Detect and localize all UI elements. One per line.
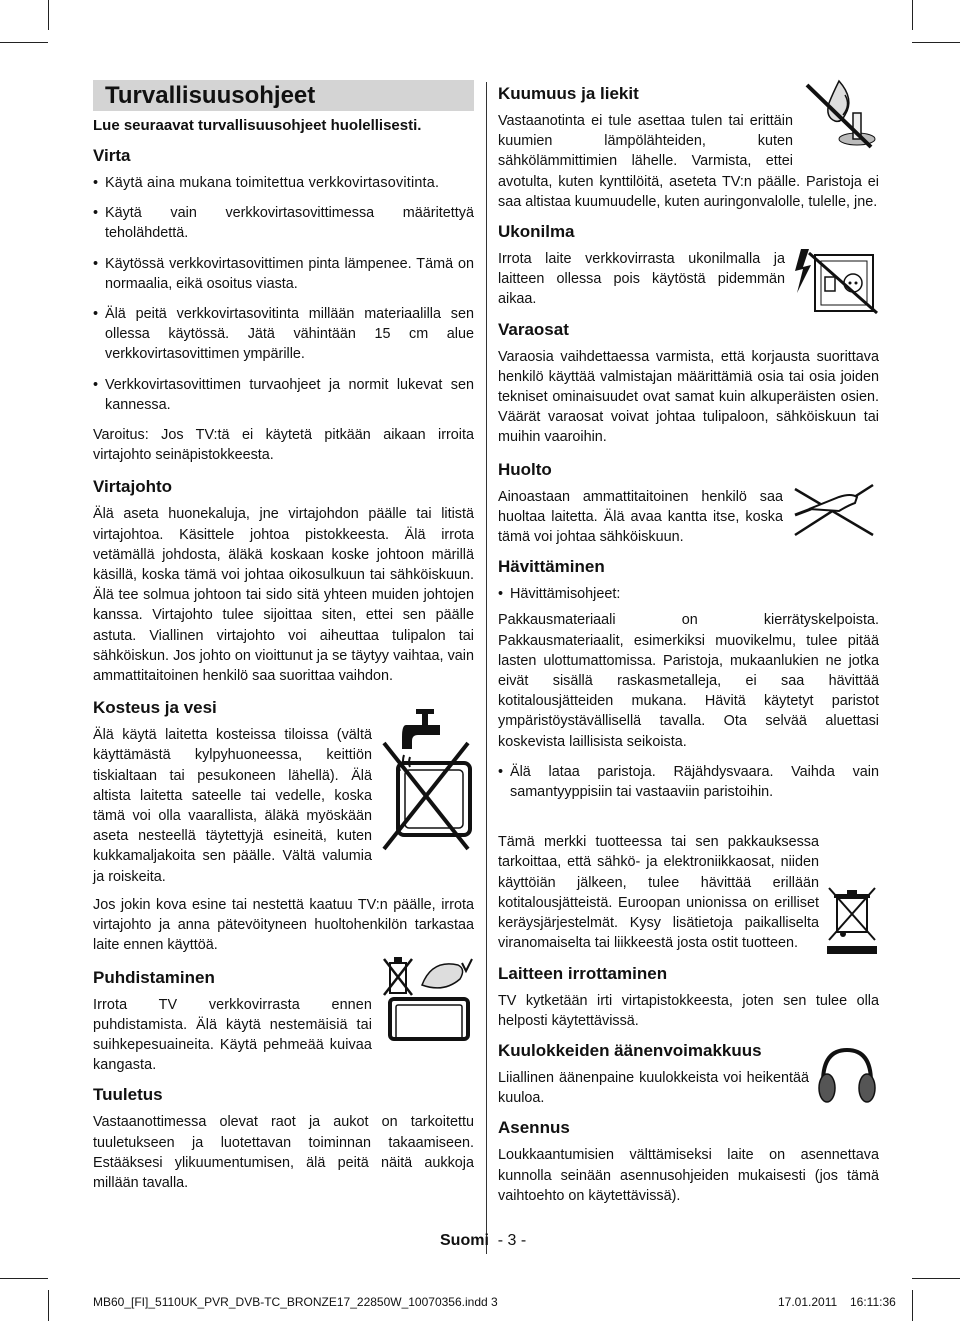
candle-crossed-icon xyxy=(799,75,879,155)
faucet-crossed-icon xyxy=(378,703,474,853)
list-item: • Käytä aina mukana toimitettua verkkovirtasovitinta. xyxy=(93,173,474,193)
headphones-icon xyxy=(815,1044,879,1108)
tuuletus-text: Vastaanottimessa olevat raot ja aukot on tarkoitettu tuuletukseen ja luotettavan toiminnan takaamiseen. Estääksesi ylikuumentumisen, älä peitä näitä aukkoja millään tavalla. xyxy=(93,1114,474,1191)
huolto-text: Ainoastaan ammattitaitoinen henkilö saa huoltaa laitetta. Älä avaa kantta itse, koska tämä voi johtaa sähköiskuun. xyxy=(498,488,783,546)
footer-language: Suomi xyxy=(440,1232,489,1249)
varaosat-text: Varaosia vaihdettaessa varmista, että korjausta suorittava henkilö käyttää valmistajan määrittämiä osia tai osia joiden tekniset ominaisuudet ovat samat kuin alkuperäisten osien. Väärät varaosat voivat johtaa tulipaloon, sähköiskuun tai muihin vaaroihin. xyxy=(498,348,879,446)
screwdriver-crossed-icon xyxy=(789,479,879,541)
heading-kuumuus: Kuumuus ja liekit xyxy=(498,84,639,103)
ukonilma-text: Irrota laite verkkovirrasta ukonilmalla ja laitteen ollessa pois käytöstä pidemmän aikaa. xyxy=(498,251,785,308)
intro-text: Lue seuraavat turvallisuusohjeet huolellisesti. xyxy=(93,117,422,134)
left-column xyxy=(93,80,474,1193)
crop-mark xyxy=(0,42,48,43)
heading-tuuletus: Tuuletus xyxy=(93,1085,163,1105)
footer-page: - 3 - xyxy=(497,1232,527,1249)
list-item: • Älä peitä verkkovirtasovitinta millään materiaalilla sen ollessa käytössä. Jätä vähintään 15 cm alue verkkovirtasovittimen ympärille. xyxy=(93,304,474,365)
heading-virtajohto: Virtajohto xyxy=(93,477,173,497)
havittaminen-list-2 xyxy=(498,762,879,802)
crop-mark xyxy=(0,1278,48,1279)
virta-list xyxy=(93,173,474,415)
heading-huolto: Huolto xyxy=(498,459,552,479)
weee-text: Tämä merkki tuotteessa tai sen pakkauksessa tarkoittaa, että sähkö- ja elektroniikkaosat, niiden käyttöiän jälkeen, tulee hävittää erillään kotitalousjätteistä. Euroopan unionissa on erilliset keräysjärjestelmät. Kysy lisätietoja paikalliselta viranomaiselta tai liikkeestä josta ostit tuotteen. xyxy=(498,834,819,952)
heading-asennus: Asennus xyxy=(498,1118,570,1138)
page-title: Turvallisuusohjeet xyxy=(93,80,474,111)
spray-cleaning-icon xyxy=(378,955,474,1043)
havittaminen-list xyxy=(498,584,879,604)
kuumuus-text: Vastaanotinta ei tule asettaa tulen tai erittäin kuumien lämpölähteiden, kuten sähkölämmittimien lähelle. Varmista, ettei avotulta, kuten kynttilöitä, aseteta TV:n päälle. Paristoja ei saa altistaa kuumuudelle, kuten auringonvalolle, tulelle, jne. xyxy=(498,113,879,210)
heading-kuulokkeet: Kuulokkeiden äänenvoimakkuus xyxy=(498,1040,762,1060)
crossed-bin-icon xyxy=(825,886,879,956)
crop-mark xyxy=(912,1290,913,1321)
crop-mark xyxy=(912,1278,960,1279)
heading-puhdistaminen: Puhdistaminen xyxy=(93,967,215,987)
list-item: • Verkkovirtasovittimen turvaohjeet ja normit lukevat sen kannessa. xyxy=(93,375,474,415)
heading-varaosat: Varaosat xyxy=(498,319,569,339)
heading-ukonilma: Ukonilma xyxy=(498,222,575,242)
right-column xyxy=(498,84,879,1206)
footer-filename: MB60_[FI]_5110UK_PVR_DVB-TC_BRONZE17_22850W_10070356.indd 3 xyxy=(93,1295,498,1309)
crop-mark xyxy=(48,1290,49,1321)
list-item: • Käytä vain verkkovirtasovittimessa määritettyä teholähdettä. xyxy=(93,203,474,243)
crop-mark xyxy=(912,42,960,43)
page-number xyxy=(440,1232,526,1250)
list-item: • Hävittämisohjeet: xyxy=(498,584,879,604)
irrottaminen-text: TV kytketään irti virtapistokkeesta, joten sen tulee olla helposti käytettävissä. xyxy=(498,992,879,1029)
heading-virta: Virta xyxy=(93,146,131,165)
asennus-text: Loukkaantumisien välttämiseksi laite on asennettava kunnolla seinään asennusohjeiden mukaisesti (jos tämä vaihtoehto on käytettävissä). xyxy=(498,1147,879,1204)
kosteus-text-2: Jos jokin kova esine tai nestettä kaatuu TV:n päälle, irrota virtajohto ja anna pätevöityneen huoltohenkilön tarkastaa laite ennen käyttöä. xyxy=(93,896,474,954)
puhdistaminen-text: Irrota TV verkkovirrasta ennen puhdistamista. Älä käytä nestemäisiä tai suihkepesuaineita. Käytä pehmeää kuivaa kangasta. xyxy=(93,996,372,1074)
column-divider xyxy=(486,82,487,1254)
kosteus-text-1: Älä käytä laitetta kosteissa tiloissa (vältä käyttämästä kylpyhuoneessa, keittiön tiskialtaan tai pesukoneen lähellä). Älä altista laitetta sateelle tai vedelle, koska tämä voi olla vaarallista, äläkä myöskään aseta nesteellä täytettyjä esineitä, kuten kukkamaljakoita sen päälle. Vältä valumia ja roiskeita. xyxy=(93,727,372,885)
crop-mark xyxy=(912,0,913,30)
crop-mark xyxy=(48,0,49,30)
lightning-socket-icon xyxy=(791,249,879,319)
kuulokkeet-text: Liiallinen äänenpaine kuulokkeista voi heikentää kuuloa. xyxy=(498,1069,809,1107)
heading-kosteus: Kosteus ja vesi xyxy=(93,698,217,718)
footer-date: 17.01.2011 xyxy=(778,1295,838,1309)
virtajohto-text: Älä aseta huonekaluja, jne virtajohdon päälle tai litistä virtajohtoa. Käsittele johtoa pistokkeesta. Älä irrota vetämällä johdosta, äläkä koskaan koske johtoon märillä käsillä, koska tämä voi johtaa oikosulkuun tai sähköiskuun. Älä tee solmua johtoon tai sido sitä yhteen muiden johtojen kanssa. Virtajohto tulee sijoittaa siten, ettei sen päälle astuta. Viallinen virtajohto voi aiheuttaa tulipalon tai sähköiskun. Jos johto on vioittunut ja se täytyy vaihtaa, vain ammattitaitoinen henkilö saa suorittaa vaihdon. xyxy=(93,506,474,685)
footer-time: 16:11:36 xyxy=(850,1295,896,1309)
havittaminen-text: Pakkausmateriaali on kierrätyskelpoista. Pakkausmateriaalit, esimerkiksi muovikelmu, tulee pitää lasten ulottumattomissa. Paristoja, mukaanlukien ne jotka eivät sisällä raskasmetalleja, ei saa hävittää kotitalousjätteiden mukana. Hävitä käytetyt paristot ympäristöystävällisellä tavalla. Ota selvää aluettasi koskevista laillisista seikoista. xyxy=(498,612,879,750)
heading-havittaminen: Hävittäminen xyxy=(498,557,605,577)
list-item: • Käytössä verkkovirtasovittimen pinta lämpenee. Tämä on normaalia, eikä osoitus viasta. xyxy=(93,254,474,294)
list-item: • Älä lataa paristoja. Räjähdysvaara. Vaihda vain samantyyppisiin tai vastaaviin paristoihin. xyxy=(498,762,879,802)
heading-irrottaminen: Laitteen irrottaminen xyxy=(498,963,668,983)
virta-warning: Varoitus: Jos TV:tä ei käytetä pitkään aikaan irroita virtajohto seinäpistokkeesta. xyxy=(93,427,474,464)
